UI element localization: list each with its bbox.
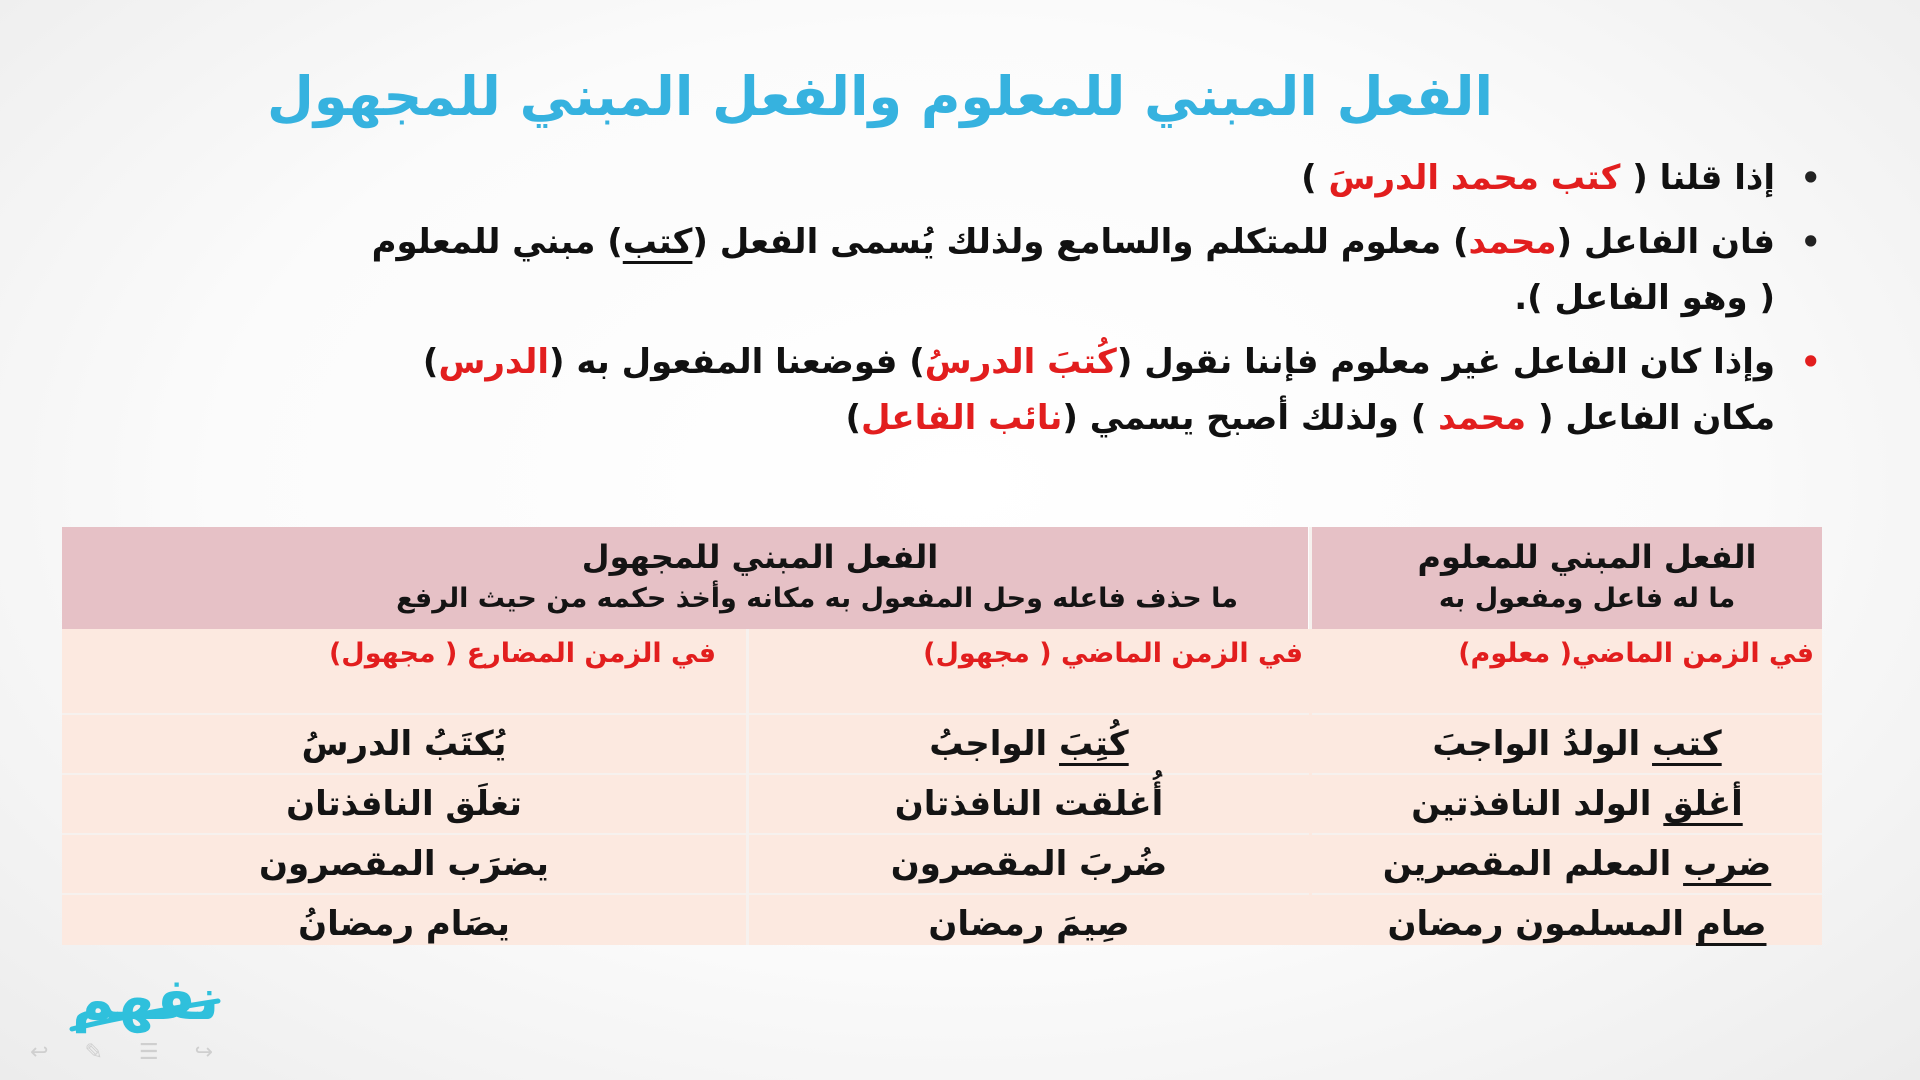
- bullet-3-text-2: ) فوضعنا المفعول به (: [549, 342, 925, 382]
- back-arrow-icon[interactable]: ↩: [30, 1040, 49, 1065]
- subheader-past-known: في الزمن الماضي( معلوم): [1458, 638, 1814, 669]
- bullet-item-1: [95, 150, 1835, 206]
- bullet-3-term: نائب الفاعل: [861, 398, 1063, 438]
- bullet-3-subject: محمد: [1438, 398, 1527, 438]
- subheader-past-unknown: في الزمن الماضي ( مجهول): [923, 638, 1303, 669]
- bullet-3-object: الدرس: [438, 342, 549, 382]
- table-cell: تغلَق النافذتان: [62, 773, 746, 833]
- bullet-2-line-2: ( وهو الفاعل ).: [1514, 278, 1775, 318]
- logo-swoosh-icon: [68, 995, 228, 1035]
- bullet-3-line2-text-3: ): [845, 398, 862, 438]
- table-cell: صام المسلمون رمضان: [1312, 893, 1822, 953]
- bullet-dot-icon: •: [1800, 159, 1821, 197]
- subheader-present-unknown: في الزمن المضارع ( مجهول): [328, 638, 716, 669]
- bullet-2-text-3: ) مبني للمعلوم: [371, 222, 623, 262]
- bullet-1-example: كتب محمد الدرسَ: [1328, 158, 1621, 198]
- table-cell: أغلق الولد النافذتين: [1312, 773, 1822, 833]
- table-cell: ضرب المعلم المقصرين: [1312, 833, 1822, 893]
- bullet-item-3: [95, 334, 1835, 446]
- bullet-2-text-1: فان الفاعل (: [1556, 222, 1775, 262]
- bullet-3-text-1: وإذا كان الفاعل غير معلوم فإننا نقول (: [1116, 342, 1775, 382]
- bullet-3-example: كُتبَ الدرسُ: [924, 342, 1117, 382]
- slide-title: الفعل المبني للمعلوم والفعل المبني للمجهول: [267, 65, 1493, 128]
- header-known-definition: ما له فاعل ومفعول به: [1438, 583, 1736, 614]
- bullet-dot-red-icon: •: [1800, 343, 1821, 381]
- table-cell: يضرَب المقصرون: [62, 833, 746, 893]
- pen-icon[interactable]: ✎: [84, 1040, 103, 1065]
- bullet-2-text-2: ) معلوم للمتكلم والسامع ولذلك يُسمى الفعل (: [692, 222, 1469, 262]
- bullet-1-prefix: إذا قلنا (: [1632, 158, 1775, 198]
- table-cell: كتب الولدُ الواجبَ: [1312, 713, 1822, 773]
- table-body: [62, 629, 1822, 945]
- bullet-3-line2-text-1: مكان الفاعل (: [1537, 398, 1775, 438]
- bullet-1-suffix: ): [1301, 158, 1317, 198]
- table-cell: يصَام رمضانُ: [62, 893, 746, 953]
- bullet-2-subject: محمد: [1468, 222, 1557, 262]
- bullet-3-text-3: ): [422, 342, 439, 382]
- header-unknown-title: الفعل المبني للمجهول: [581, 538, 939, 576]
- table-cell: أُغلقت النافذتان: [749, 773, 1309, 833]
- bullet-3-line2-text-2: ) ولذلك أصبح يسمي (: [1062, 398, 1427, 438]
- nafham-logo: نفهم: [72, 965, 220, 1033]
- column-past-unknown: [749, 629, 1309, 945]
- header-unknown-definition: ما حذف فاعله وحل المفعول به مكانه وأخذ حكمه من حيث الرفع: [396, 583, 1238, 614]
- bullet-2-verb: كتب: [622, 222, 693, 262]
- column-past-known: [1312, 629, 1822, 945]
- header-known-title: الفعل المبني للمعلوم: [1417, 538, 1757, 576]
- bullet-item-2: [95, 214, 1835, 326]
- grammar-table: [62, 527, 1822, 945]
- header-known-verb: [1312, 527, 1822, 629]
- menu-icon[interactable]: ☰: [138, 1040, 159, 1065]
- header-unknown-verb: [62, 527, 1308, 629]
- table-cell: ضُربَ المقصرون: [749, 833, 1309, 893]
- bullet-dot-icon: •: [1800, 223, 1821, 261]
- player-controls: [30, 1040, 213, 1065]
- table-cell: يُكتَبُ الدرسُ: [62, 713, 746, 773]
- bullet-list: [95, 150, 1835, 446]
- column-present-unknown: [62, 629, 746, 945]
- table-cell: صِيمَ رمضان: [749, 893, 1309, 953]
- forward-arrow-icon[interactable]: ↪: [194, 1040, 214, 1065]
- table-cell: كُتِبَ الواجبُ: [749, 713, 1309, 773]
